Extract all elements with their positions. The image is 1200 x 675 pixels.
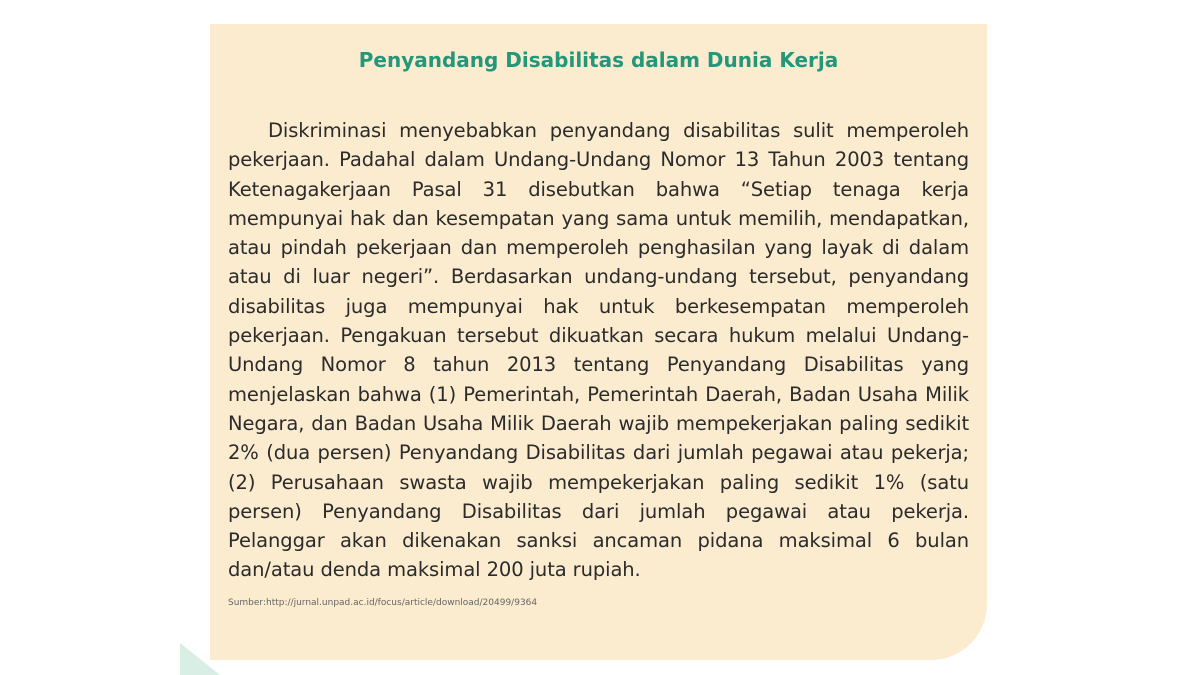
- source-citation: Sumber:http://jurnal.unpad.ac.id/focus/article/download/20499/9364: [228, 597, 538, 608]
- info-card: [210, 24, 987, 660]
- card-title: Penyandang Disabilitas dalam Dunia Kerja: [358, 48, 839, 72]
- card-paragraph: Diskriminasi menyebabkan penyandang disabilitas sulit memperoleh pekerjaan. Padahal dalam Undang-Undang Nomor 13 Tahun 2003 tentang Ketenagakerjaan Pasal 31 disebutkan bahwa “Setiap tenaga kerja mempunyai hak dan kesempatan yang sama untuk memilih, mendapatkan, atau pindah pekerjaan dan memperoleh penghasilan yang layak di dalam atau di luar negeri”. Berdasarkan undang-undang tersebut, penyandang disabilitas juga mempunyai hak untuk berkesempatan memperoleh pekerjaan. Pengakuan tersebut dikuatkan secara hukum melalui Undang-Undang Nomor 8 tahun 2013 tentang Penyandang Disabilitas yang menjelaskan bahwa (1) Pemerintah, Pemerintah Daerah, Badan Usaha Milik Negara, dan Badan Usaha Milik Daerah wajib mempekerjakan paling sedikit 2% (dua persen) Penyandang Disabilitas dari jumlah pegawai atau pekerja; (2) Perusahaan swasta wajib mempekerjakan paling sedikit 1% (satu persen) Penyandang Disabilitas dari jumlah pegawai atau pekerja. Pelanggar akan dikenakan sanksi ancaman pidana maksimal 6 bulan dan/atau denda maksimal 200 juta rupiah.: [228, 119, 969, 582]
